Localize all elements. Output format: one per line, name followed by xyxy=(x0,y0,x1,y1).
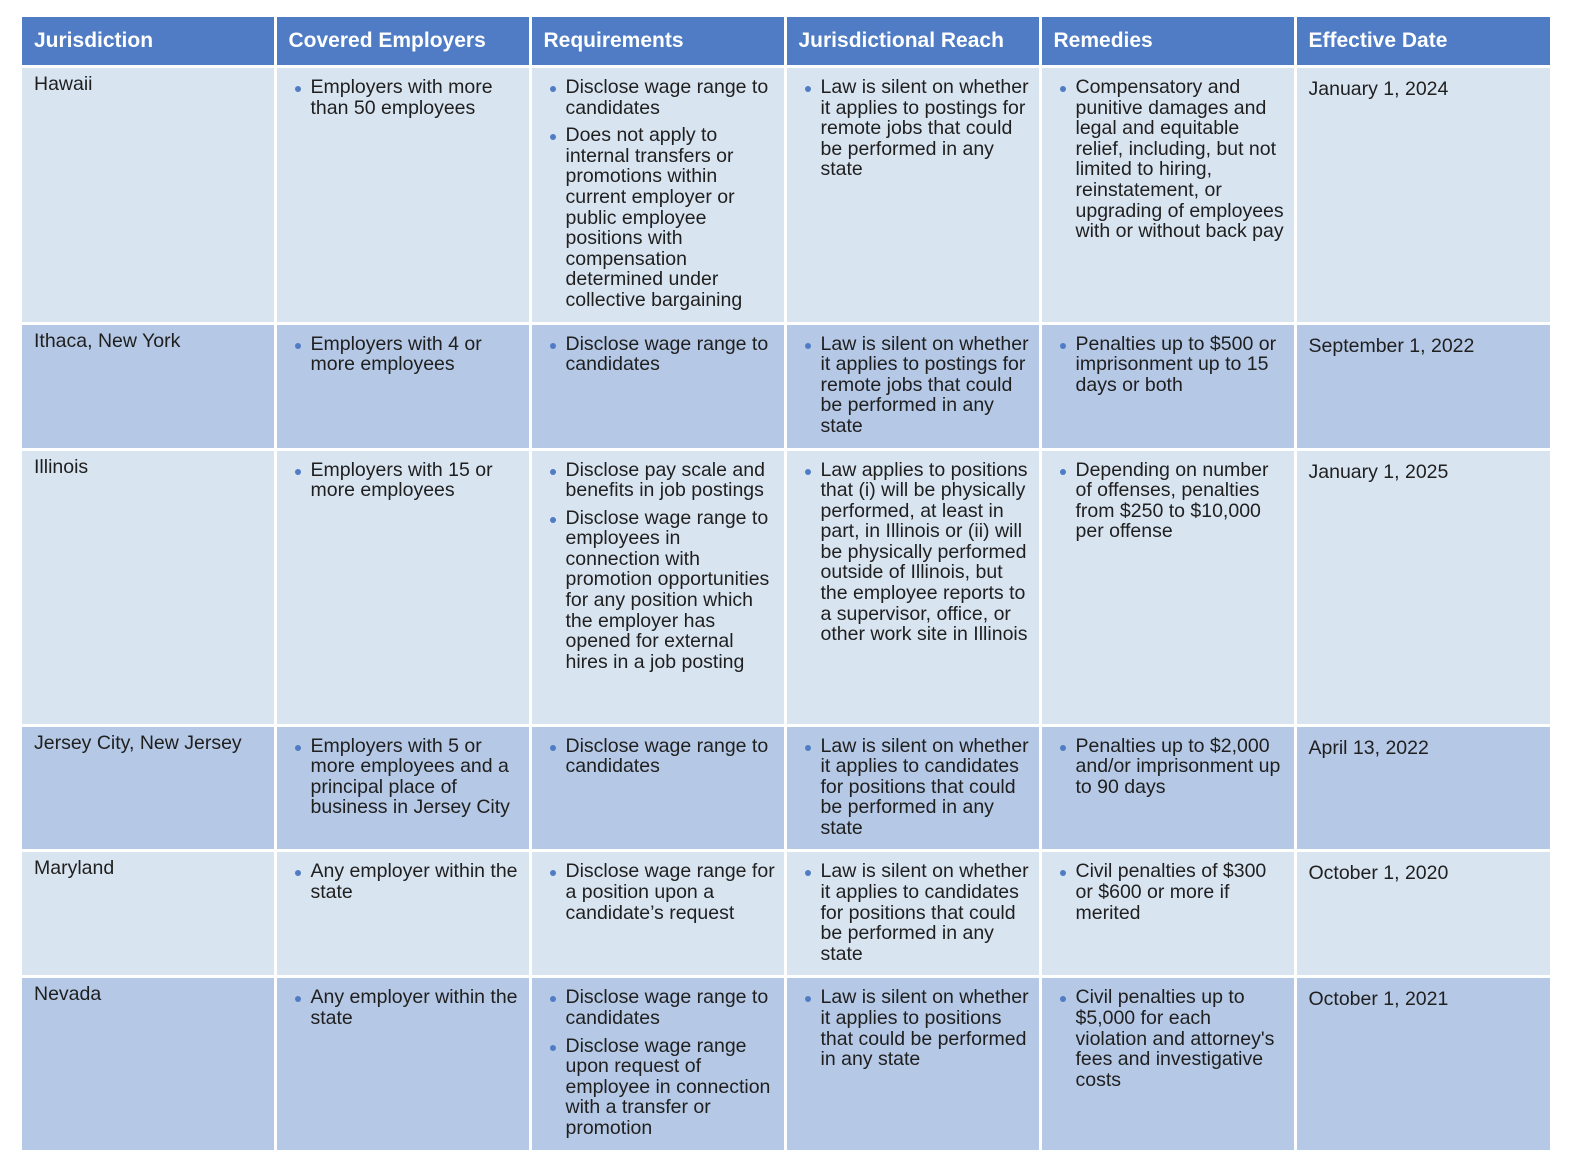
effective-date-cell: April 13, 2022 xyxy=(1295,725,1550,851)
bullet-item: Any employer within the state xyxy=(289,987,521,1028)
bullet-item: Disclose wage range to candidates xyxy=(544,736,776,777)
jurisdiction-cell: Hawaii xyxy=(22,67,275,324)
pay-transparency-table xyxy=(22,17,1550,1153)
effective-date-cell: October 1, 2020 xyxy=(1295,851,1550,977)
covered-employers-cell xyxy=(275,323,530,449)
remedies-cell xyxy=(1040,323,1295,449)
covered-employers-cell xyxy=(275,725,530,851)
table-row xyxy=(22,725,1550,851)
jurisdictional-reach-cell xyxy=(785,725,1040,851)
bullet-item: Penalties up to $2,000 and/or imprisonment up to 90 days xyxy=(1054,736,1286,798)
effective-date-cell: September 1, 2022 xyxy=(1295,323,1550,449)
jurisdictional-reach-cell xyxy=(785,449,1040,725)
remedies-cell xyxy=(1040,449,1295,725)
bullet-item: Any employer within the state xyxy=(289,861,521,902)
remedies-cell xyxy=(1040,851,1295,977)
requirements-cell xyxy=(530,449,785,725)
effective-date-cell: January 1, 2025 xyxy=(1295,449,1550,725)
requirements-cell xyxy=(530,725,785,851)
bullet-item: Law applies to positions that (i) will be physically performed, at least in part, in Illinois or (ii) will be physically performed outside of Illinois, but the employee reports to a supervisor, office, or other work site in Illinois xyxy=(799,460,1031,645)
header-requirements: Requirements xyxy=(530,17,785,67)
remedies-cell xyxy=(1040,67,1295,324)
jurisdictional-reach-cell xyxy=(785,323,1040,449)
bullet-item: Disclose wage range to candidates xyxy=(544,77,776,118)
header-row xyxy=(22,17,1550,67)
bullet-item: Disclose wage range to candidates xyxy=(544,987,776,1028)
bullet-item: Law is silent on whether it applies to postings for remote jobs that could be performed in any state xyxy=(799,77,1031,180)
requirements-cell xyxy=(530,977,785,1151)
effective-date-cell: October 1, 2021 xyxy=(1295,977,1550,1151)
requirements-cell xyxy=(530,323,785,449)
bullet-item: Compensatory and punitive damages and legal and equitable relief, including, but not limited to hiring, reinstatement, or upgrading of employees with or without back pay xyxy=(1054,77,1286,242)
pay-transparency-table-container xyxy=(22,17,1550,1153)
jurisdiction-cell: Illinois xyxy=(22,449,275,725)
jurisdiction-cell: Ithaca, New York xyxy=(22,323,275,449)
bullet-item: Law is silent on whether it applies to postings for remote jobs that could be performed in any state xyxy=(799,334,1031,437)
header-jurisdiction: Jurisdiction xyxy=(22,17,275,67)
bullet-item: Disclose wage range to employees in connection with promotion opportunities for any position which the employer has opened for external hires in a job posting xyxy=(544,508,776,673)
bullet-item: Civil penalties of $300 or $600 or more if merited xyxy=(1054,861,1286,923)
jurisdictional-reach-cell xyxy=(785,977,1040,1151)
covered-employers-cell xyxy=(275,977,530,1151)
requirements-cell xyxy=(530,67,785,324)
jurisdiction-cell: Maryland xyxy=(22,851,275,977)
bullet-item: Does not apply to internal transfers or promotions within current employer or public employee positions with compensation determined under collective bargaining xyxy=(544,125,776,310)
header-covered-employers: Covered Employers xyxy=(275,17,530,67)
covered-employers-cell xyxy=(275,67,530,324)
table-row xyxy=(22,323,1550,449)
remedies-cell xyxy=(1040,725,1295,851)
bullet-item: Employers with more than 50 employees xyxy=(289,77,521,118)
jurisdictional-reach-cell xyxy=(785,67,1040,324)
bullet-item: Law is silent on whether it applies to positions that could be performed in any state xyxy=(799,987,1031,1069)
bullet-item: Employers with 5 or more employees and a principal place of business in Jersey City xyxy=(289,736,521,818)
table-row xyxy=(22,449,1550,725)
table-row xyxy=(22,851,1550,977)
header-jurisdictional-reach: Jurisdictional Reach xyxy=(785,17,1040,67)
bullet-item: Disclose pay scale and benefits in job postings xyxy=(544,460,776,501)
bullet-item: Depending on number of offenses, penalties from $250 to $10,000 per offense xyxy=(1054,460,1286,542)
remedies-cell xyxy=(1040,977,1295,1151)
bullet-item: Disclose wage range for a position upon a candidate’s request xyxy=(544,861,776,923)
bullet-item: Disclose wage range to candidates xyxy=(544,334,776,375)
requirements-cell xyxy=(530,851,785,977)
jurisdictional-reach-cell xyxy=(785,851,1040,977)
bullet-item: Disclose wage range upon request of employee in connection with a transfer or promotion xyxy=(544,1036,776,1139)
bullet-item: Civil penalties up to $5,000 for each violation and attorney's fees and investigative costs xyxy=(1054,987,1286,1090)
bullet-item: Penalties up to $500 or imprisonment up to 15 days or both xyxy=(1054,334,1286,396)
header-effective-date: Effective Date xyxy=(1295,17,1550,67)
covered-employers-cell xyxy=(275,851,530,977)
bullet-item: Employers with 4 or more employees xyxy=(289,334,521,375)
jurisdiction-cell: Jersey City, New Jersey xyxy=(22,725,275,851)
covered-employers-cell xyxy=(275,449,530,725)
header-remedies: Remedies xyxy=(1040,17,1295,67)
bullet-item: Law is silent on whether it applies to candidates for positions that could be performed in any state xyxy=(799,736,1031,839)
bullet-item: Law is silent on whether it applies to candidates for positions that could be performed in any state xyxy=(799,861,1031,964)
bullet-item: Employers with 15 or more employees xyxy=(289,460,521,501)
jurisdiction-cell: Nevada xyxy=(22,977,275,1151)
effective-date-cell: January 1, 2024 xyxy=(1295,67,1550,324)
table-row xyxy=(22,977,1550,1151)
table-row xyxy=(22,67,1550,324)
